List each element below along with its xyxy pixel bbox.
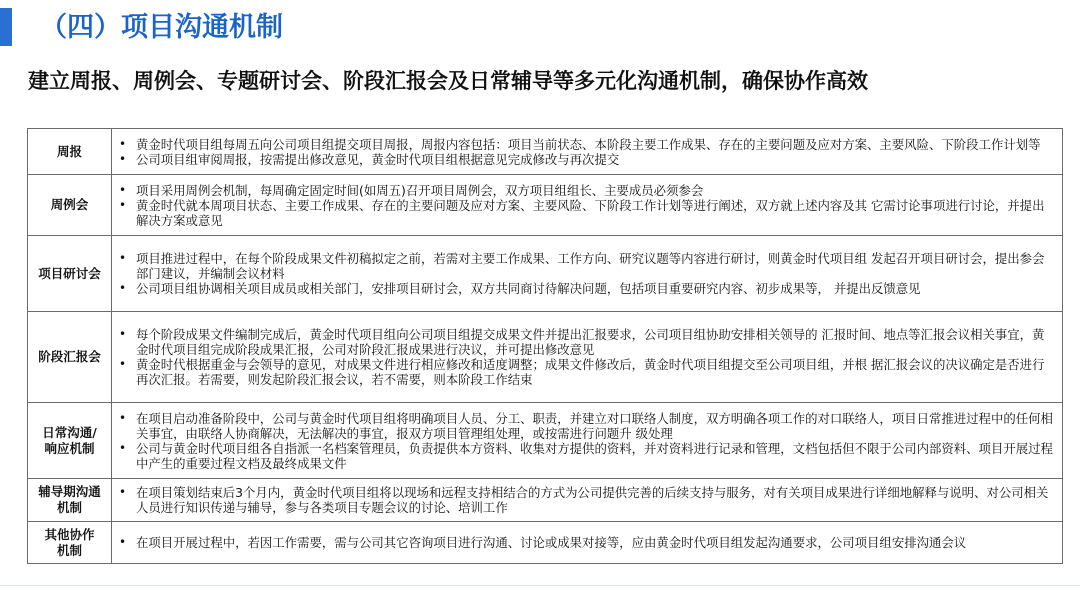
bullet-item: • 每个阶段成果文件编制完成后，黄金时代项目组向公司项目组提交成果文件并提出汇报要求，公司项目组协助安排相关领导的 汇报时间、地点等汇报会议相关事宜，黄金时代项目组完成阶段成果汇报，公司对阶段汇报成果进行决议，并可提出修改意见	[116, 327, 1054, 357]
row-category: 项目研讨会	[28, 236, 112, 312]
row-category	[28, 479, 112, 522]
row-category: 阶段汇报会	[28, 312, 112, 403]
page-title: （四）项目沟通机制	[40, 12, 283, 43]
title-accent-bar	[0, 8, 12, 46]
table-row	[28, 522, 1063, 564]
bullet-item: • 在项目启动准备阶段中，公司与黄金时代项目组将明确项目人员、分工、职责，并建立对口联络人制度，双方明确各项工作的对口联络人，项目日常推进过程中的任何相关事宜，由联络人协商解决，无法解决的事宜，报双方项目管理组处理，或按需进行问题升 级处理	[116, 411, 1054, 441]
table-row	[28, 312, 1063, 403]
bullet-item: • 公司项目组协调相关项目成员或相关部门，安排项目研讨会，双方共同商讨待解决问题，包括项目重要研究内容、初步成果等， 并提出反馈意见	[116, 281, 1054, 296]
category-line: 日常沟通/	[42, 424, 97, 440]
bullet-list	[116, 183, 1054, 228]
row-category	[28, 403, 112, 479]
communication-mechanism-table	[27, 128, 1063, 564]
table-row	[28, 479, 1063, 522]
bullet-list	[116, 251, 1054, 296]
category-line: 辅导期沟通	[38, 484, 101, 499]
table-row	[28, 403, 1063, 479]
bullet-item: • 项目采用周例会机制，每周确定固定时间(如周五)召开项目周例会，双方项目组组长、主要成员必须参会	[116, 183, 1054, 198]
bullet-item: • 在项目策划结束后3个月内，黄金时代项目组将以现场和远程支持相结合的方式为公司提供完善的后续支持与服务，对有关项目成果进行详细地解释与说明、对公司相关人员进行知识传递与辅导，参与各类项目专题会议的讨论、培训工作	[116, 485, 1054, 515]
bullet-item: • 黄金时代就本周项目状态、主要工作成果、存在的主要问题及应对方案、主要风险、下阶段工作计划等进行阐述，双方就上述内容及其 它需讨论事项进行讨论，并提出解决方案或意见	[116, 198, 1054, 228]
category-line: 响应机制	[44, 440, 95, 456]
bullet-list	[116, 327, 1054, 387]
row-category: 周例会	[28, 175, 112, 236]
bullet-item: • 公司与黄金时代项目组各自指派一名档案管理员，负责提供本方资料、收集对方提供的资料，并对资料进行记录和管理，文档包括但不限于公司内部资料、项目开展过程中产生的重要过程文档及最终成果文件	[116, 441, 1054, 471]
bullet-item: • 项目推进过程中，在每个阶段成果文件初稿拟定之前，若需对主要工作成果、工作方向、研究议题等内容进行研讨，则黄金时代项目组 发起召开项目研讨会，提出参会部门建议，并编制会议材料	[116, 251, 1054, 281]
bullet-item: • 黄金时代根据重金与会领导的意见，对成果文件进行相应修改和适度调整；成果文件修改后，黄金时代项目组提交至公司项目组，并根 据汇报会议的决议确定是否进行再次汇报。若需要，则发起阶段汇报会议，若不需要，则本阶段工作结束	[116, 357, 1054, 387]
bullet-list	[116, 485, 1054, 515]
row-category: 周报	[28, 129, 112, 175]
category-line: 机制	[56, 542, 82, 558]
bullet-item: • 黄金时代项目组每周五向公司项目组提交项目周报，周报内容包括：项目当前状态、本阶段主要工作成果、存在的主要问题及应对方案、主要风险、下阶段工作计划等	[116, 137, 1054, 152]
bullet-list	[116, 535, 1054, 550]
page-subtitle: 建立周报、周例会、专题研讨会、阶段汇报会及日常辅导等多元化沟通机制，确保协作高效	[28, 69, 868, 93]
table-row	[28, 236, 1063, 312]
table-row	[28, 175, 1063, 236]
table-row	[28, 129, 1063, 175]
row-category	[28, 522, 112, 564]
category-line: 其他协作	[44, 526, 95, 542]
bullet-list	[116, 411, 1054, 471]
category-line: 机制	[56, 500, 82, 515]
footer-divider	[0, 585, 1080, 586]
bullet-item: • 在项目开展过程中，若因工作需要，需与公司其它咨询项目进行沟通、讨论或成果对接等，应由黄金时代项目组发起沟通要求，公司项目组安排沟通会议	[116, 535, 1054, 550]
bullet-list	[116, 137, 1054, 167]
bullet-item: • 公司项目组审阅周报，按需提出修改意见，黄金时代项目组根据意见完成修改与再次提交	[116, 152, 1054, 167]
